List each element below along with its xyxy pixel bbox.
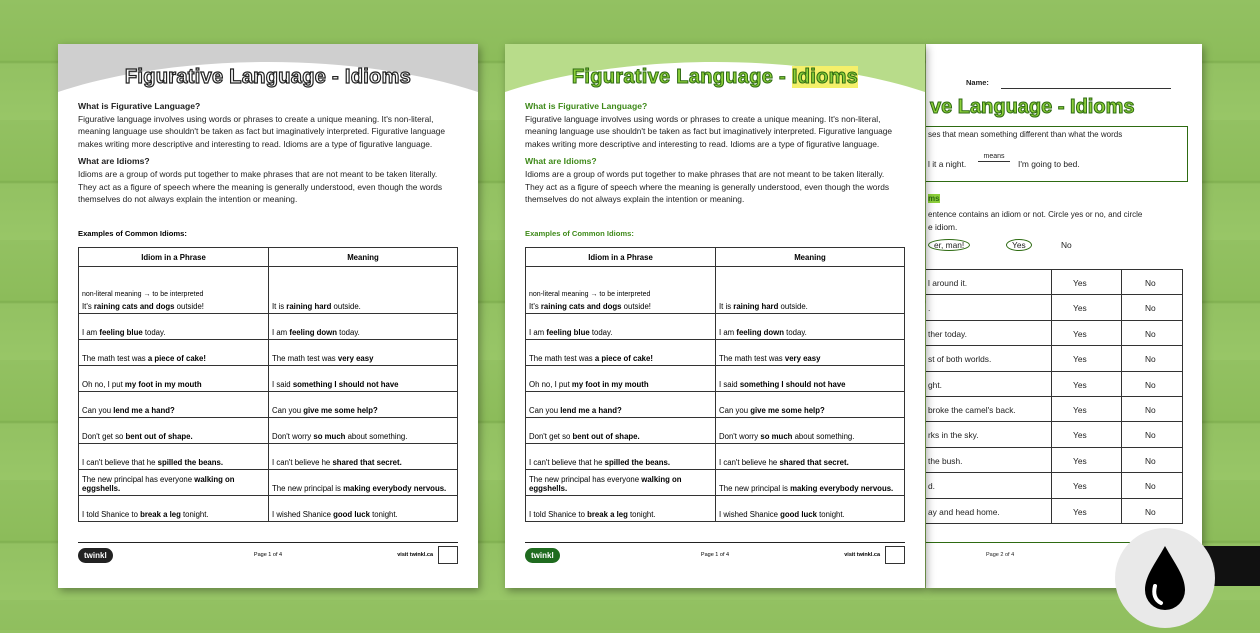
highlighted-phrase: very easy (784, 354, 821, 363)
table-row (79, 392, 458, 418)
phrase-text: today. (337, 328, 360, 337)
idiom-cell (526, 470, 716, 496)
paragraph: Figurative language involves using words or phrases to create a unique meaning. It's non-literal, meaning language use shouldn't be taken as fact but imaginatively interpreted. Figurative language makes writing more descriptive and interesting to read. Idioms are a type of figurative language. (525, 113, 893, 149)
column-divider (1051, 270, 1052, 294)
highlighted-phrase: feeling down (736, 328, 784, 337)
phrase-text: tonight. (369, 510, 398, 519)
table-row (79, 470, 458, 496)
yes-option[interactable]: Yes (1073, 278, 1087, 288)
column-divider (1121, 346, 1122, 370)
table-row (526, 496, 905, 522)
section-heading: What is Figurative Language? (78, 101, 201, 111)
phrase-text: Don't get so (82, 432, 126, 441)
meaning-cell (716, 366, 905, 392)
meaning-cell (269, 392, 458, 418)
phrase-text: Don't worry (719, 432, 761, 441)
intro-text (78, 100, 458, 206)
no-option[interactable]: No (1145, 379, 1156, 390)
idiom-cell (79, 470, 269, 496)
meaning-cell (269, 314, 458, 340)
phrase-text: today. (142, 328, 166, 337)
highlighted-phrase: raining cats and dogs (540, 302, 622, 311)
idiom-cell (526, 366, 716, 392)
title-highlight: Idioms (344, 66, 412, 88)
highlighted-phrase: give me some help? (303, 406, 378, 415)
table-row (526, 444, 905, 470)
intro-text (525, 100, 905, 206)
paragraph: Idioms are a group of words put together to make phrases that are not meant to be taken literally. They act as a figure of speech where the meaning is generally understood, even though the words themselves do not always explain the intention or meaning. (78, 168, 443, 205)
no-option[interactable]: No (1145, 328, 1156, 339)
yes-option[interactable]: Yes (1073, 328, 1087, 339)
table-row (79, 444, 458, 470)
phrase-text: I wished Shanice (272, 510, 334, 519)
column-header: Idiom in a Phrase (526, 248, 716, 267)
idiom-cell (79, 444, 269, 470)
highlighted-phrase: making everybody nervous. (343, 484, 447, 493)
no-option[interactable]: No (1145, 506, 1156, 517)
phrase-text: I wished Shanice (719, 510, 781, 519)
worksheet-page-2 (926, 44, 1202, 588)
worksheet-page-1-green (505, 44, 925, 588)
idiom-cell (526, 496, 716, 522)
quality-badge (438, 546, 458, 564)
table-row (526, 470, 905, 496)
column-divider (1121, 295, 1122, 319)
meaning-cell (269, 470, 458, 496)
table-row (526, 418, 905, 444)
page-title (505, 66, 925, 89)
meaning-cell (716, 418, 905, 444)
phrase-text: The new principal is (719, 484, 791, 493)
highlighted-phrase: break a leg (140, 510, 181, 519)
phrase-text: I told Shanice to (82, 510, 141, 519)
meaning-cell (269, 267, 458, 314)
example-idiom-circled: er, man! (928, 239, 970, 251)
highlighted-phrase: something I should not have (292, 380, 399, 389)
idiom-cell (526, 444, 716, 470)
highlighted-phrase: a piece of cake! (147, 354, 206, 363)
meaning-cell (716, 314, 905, 340)
phrase-text: The new principal has everyone (529, 475, 642, 484)
sentence-text: d. (928, 481, 935, 492)
phrase-text: The math test was (82, 354, 148, 363)
idiom-cell (79, 314, 269, 340)
column-divider (1121, 372, 1122, 396)
footer-rule (525, 542, 905, 543)
highlighted-phrase: shared that secret. (779, 458, 849, 467)
section-heading: What are Idioms? (78, 156, 150, 167)
phrase-text: I can't believe that he (529, 458, 605, 467)
highlighted-phrase: bent out of shape. (125, 432, 193, 441)
phrase-text: outside. (331, 302, 361, 311)
sentence-text: ay and head home. (928, 506, 1000, 517)
highlighted-phrase: raining hard (286, 302, 332, 311)
column-divider (1121, 397, 1122, 421)
highlighted-phrase: spilled the beans. (157, 458, 224, 467)
phrase-text: I can't believe he (272, 458, 333, 467)
instructions: entence contains an idiom or not. Circle yes or no, and circle (928, 210, 1143, 219)
phrase-text: It is (272, 302, 287, 311)
column-divider (1121, 473, 1122, 497)
phrase-text: outside! (621, 302, 651, 311)
phrase-text: Oh no, I put (82, 380, 125, 389)
idioms-table (78, 247, 458, 522)
phrase-text: outside! (174, 302, 204, 311)
highlighted-phrase: a piece of cake! (594, 354, 653, 363)
phrase-text: I am (272, 328, 290, 337)
table-row (526, 267, 905, 314)
highlighted-phrase: so much (313, 432, 346, 441)
idioms-table (525, 247, 905, 522)
yes-option[interactable]: Yes (1073, 481, 1087, 492)
phrase-text: Don't get so (529, 432, 573, 441)
twinkl-logo[interactable]: twinkl (525, 548, 560, 563)
column-divider (1121, 499, 1122, 523)
table-row (79, 366, 458, 392)
page-title: ve Language - Idioms (930, 96, 1135, 118)
no-option[interactable]: No (1145, 481, 1156, 492)
highlighted-phrase: bent out of shape. (572, 432, 640, 441)
sentence-text: l around it. (928, 278, 968, 288)
highlighted-phrase: walking on eggshells. (82, 475, 235, 493)
column-divider (1121, 270, 1122, 294)
table-row (926, 422, 1183, 447)
meaning-cell (716, 267, 905, 314)
idiom-cell (79, 392, 269, 418)
phrase-text: The math test was (272, 354, 338, 363)
sentence-text: ght. (928, 379, 942, 390)
meaning-cell (716, 444, 905, 470)
table-row (926, 372, 1183, 397)
table-row (926, 346, 1183, 371)
highlighted-phrase: my foot in my mouth (124, 380, 202, 389)
means-arrow: means (978, 152, 1010, 162)
table-row (926, 295, 1183, 320)
examples-heading: Examples of Common Idioms: (78, 229, 187, 238)
section-heading: What is Figurative Language? (525, 101, 648, 111)
section-heading: What are Idioms? (525, 156, 597, 167)
phrase-text: Can you (529, 406, 561, 415)
column-divider (1051, 448, 1052, 472)
paragraph: Idioms are a group of words put together to make phrases that are not meant to be taken literally. They act as a figure of speech where the meaning is generally understood, even though the words themselves do not always explain the intention or meaning. (525, 168, 890, 205)
column-divider (1051, 499, 1052, 523)
name-label: Name: (966, 78, 989, 87)
phrase-text: I am (82, 328, 100, 337)
yes-option[interactable]: Yes (1073, 379, 1087, 390)
idiom-cell (79, 496, 269, 522)
meaning-cell (716, 470, 905, 496)
phrase-text: I can't believe he (719, 458, 780, 467)
sentence-text: broke the camel's back. (928, 404, 1016, 415)
phrase-text: I said (272, 380, 293, 389)
idiom-check-table (926, 269, 1183, 524)
highlighted-phrase: my foot in my mouth (571, 380, 649, 389)
column-divider (1051, 397, 1052, 421)
example-yes-circled: Yes (1006, 239, 1032, 251)
table-row (526, 366, 905, 392)
column-divider (1051, 346, 1052, 370)
examples-heading: Examples of Common Idioms: (525, 229, 634, 238)
table-row (79, 496, 458, 522)
yes-option[interactable]: Yes (1073, 404, 1087, 415)
example-meaning: I'm going to bed. (1018, 159, 1080, 169)
sentence-text: rks in the sky. (928, 430, 979, 441)
highlighted-phrase: good luck (780, 510, 817, 519)
no-option[interactable]: No (1145, 278, 1156, 288)
idiom-cell (526, 392, 716, 418)
highlighted-phrase: shared that secret. (332, 458, 402, 467)
name-line[interactable] (1001, 88, 1171, 89)
phrase-text: tonight. (816, 510, 845, 519)
highlighted-phrase: spilled the beans. (604, 458, 671, 467)
idiom-cell (526, 418, 716, 444)
column-divider (1121, 422, 1122, 446)
phrase-text: outside. (778, 302, 808, 311)
highlighted-phrase: so much (760, 432, 793, 441)
highlighted-phrase: something I should not have (739, 380, 846, 389)
table-row (79, 340, 458, 366)
visit-link[interactable]: visit twinkl.ca (397, 552, 433, 558)
footer-rule (78, 542, 458, 543)
highlighted-phrase: raining cats and dogs (93, 302, 175, 311)
column-divider (1051, 321, 1052, 345)
highlighted-phrase: feeling down (289, 328, 337, 337)
column-divider (1051, 422, 1052, 446)
idiom-cell (526, 340, 716, 366)
phrase-text: today. (784, 328, 807, 337)
example-no: No (1061, 240, 1072, 250)
phrase-text: It is (719, 302, 734, 311)
quality-badge (885, 546, 905, 564)
table-row (926, 499, 1183, 524)
yes-option[interactable]: Yes (1073, 430, 1087, 441)
yes-option[interactable]: Yes (1073, 354, 1087, 365)
table-row (926, 448, 1183, 473)
yes-option[interactable]: Yes (1073, 303, 1087, 314)
idiom-cell (526, 314, 716, 340)
page-number: Page 1 of 4 (700, 552, 730, 558)
yes-option[interactable]: Yes (1073, 455, 1087, 466)
highlighted-phrase: give me some help? (750, 406, 825, 415)
no-option[interactable]: No (1145, 303, 1156, 314)
column-divider (1121, 321, 1122, 345)
highlighted-phrase: lend me a hand? (560, 406, 622, 415)
phrase-text: It's (529, 302, 541, 311)
twinkl-logo[interactable]: twinkl (78, 548, 113, 563)
column-divider (1121, 448, 1122, 472)
highlighted-phrase: feeling blue (99, 328, 143, 337)
sentence-text: st of both worlds. (928, 354, 992, 365)
phrase-text: The math test was (719, 354, 785, 363)
highlighted-phrase: feeling blue (546, 328, 590, 337)
no-option[interactable]: No (1145, 404, 1156, 415)
ink-drop-badge (1115, 528, 1215, 628)
sentence-text: ther today. (928, 328, 967, 339)
table-row (526, 392, 905, 418)
column-divider (1051, 372, 1052, 396)
phrase-text: Don't worry (272, 432, 314, 441)
column-header: Meaning (269, 248, 458, 267)
meaning-cell (269, 444, 458, 470)
title-text: Figurative Language - (571, 66, 792, 88)
meaning-cell (716, 496, 905, 522)
table-row (526, 314, 905, 340)
phrase-text: Oh no, I put (529, 380, 572, 389)
highlighted-phrase: raining hard (733, 302, 779, 311)
meaning-cell (269, 340, 458, 366)
visit-link[interactable]: visit twinkl.ca (844, 552, 880, 558)
phrase-text: I can't believe that he (82, 458, 158, 467)
meaning-cell (269, 366, 458, 392)
meaning-cell (716, 340, 905, 366)
column-divider (1051, 295, 1052, 319)
phrase-text: I am (529, 328, 547, 337)
table-row (79, 267, 458, 314)
phrase-text: It's (82, 302, 94, 311)
phrase-text: today. (589, 328, 613, 337)
table-row (926, 397, 1183, 422)
highlighted-phrase: lend me a hand? (113, 406, 175, 415)
column-header: Meaning (716, 248, 905, 267)
page-number: Page 2 of 4 (986, 552, 1015, 558)
ink-drop-icon (1115, 528, 1215, 628)
idiom-cell (79, 267, 269, 314)
annotation-note: non-literal meaning → to be interpreted (529, 291, 651, 298)
column-divider (1051, 473, 1052, 497)
idiom-cell (526, 267, 716, 314)
highlighted-phrase: good luck (333, 510, 370, 519)
idiom-cell (79, 340, 269, 366)
meaning-cell (269, 496, 458, 522)
sentence-text: the bush. (928, 455, 963, 466)
no-option[interactable]: No (1145, 455, 1156, 466)
no-option[interactable]: No (1145, 354, 1156, 365)
phrase-text: I told Shanice to (529, 510, 588, 519)
table-row (926, 473, 1183, 498)
page-title (58, 66, 478, 89)
definition-text: ses that mean something different than what the words (928, 130, 1123, 139)
title-highlight: Idioms (791, 66, 859, 88)
table-row (79, 418, 458, 444)
table-row (526, 340, 905, 366)
instructions-cont: e idiom. (928, 222, 958, 232)
paragraph: Figurative language involves using words or phrases to create a unique meaning. It's non-literal, meaning language use shouldn't be taken as fact but imaginatively interpreted. Figurative language makes writing more descriptive and interesting to read. Idioms are a type of figurative language. (78, 113, 446, 149)
phrase-text: The new principal has everyone (82, 475, 195, 484)
no-option[interactable]: No (1145, 430, 1156, 441)
example-idiom: l it a night. (928, 159, 967, 169)
section-heading: ms (928, 194, 940, 203)
column-header: Idiom in a Phrase (79, 248, 269, 267)
phrase-text: The math test was (529, 354, 595, 363)
yes-option[interactable]: Yes (1073, 506, 1087, 517)
highlighted-phrase: very easy (337, 354, 374, 363)
table-row (79, 314, 458, 340)
phrase-text: I am (719, 328, 737, 337)
phrase-text: I said (719, 380, 740, 389)
phrase-text: about something. (345, 432, 408, 441)
annotation-note: non-literal meaning → to be interpreted (82, 291, 204, 298)
phrase-text: Can you (272, 406, 304, 415)
highlighted-phrase: making everybody nervous. (790, 484, 894, 493)
highlighted-phrase: break a leg (587, 510, 628, 519)
phrase-text: tonight. (627, 510, 656, 519)
phrase-text: Can you (719, 406, 751, 415)
table-row (926, 321, 1183, 346)
idiom-cell (79, 366, 269, 392)
phrase-text: Can you (82, 406, 114, 415)
meaning-cell (269, 418, 458, 444)
meaning-cell (716, 392, 905, 418)
title-text: Figurative Language - (124, 66, 345, 88)
phrase-text: The new principal is (272, 484, 344, 493)
phrase-text: about something. (792, 432, 855, 441)
sentence-text: . (928, 303, 931, 314)
phrase-text: tonight. (180, 510, 209, 519)
worksheet-page-1-grey (58, 44, 478, 588)
table-row (926, 270, 1183, 295)
highlighted-phrase: walking on eggshells. (529, 475, 682, 493)
idiom-cell (79, 418, 269, 444)
page-number: Page 1 of 4 (253, 552, 283, 558)
